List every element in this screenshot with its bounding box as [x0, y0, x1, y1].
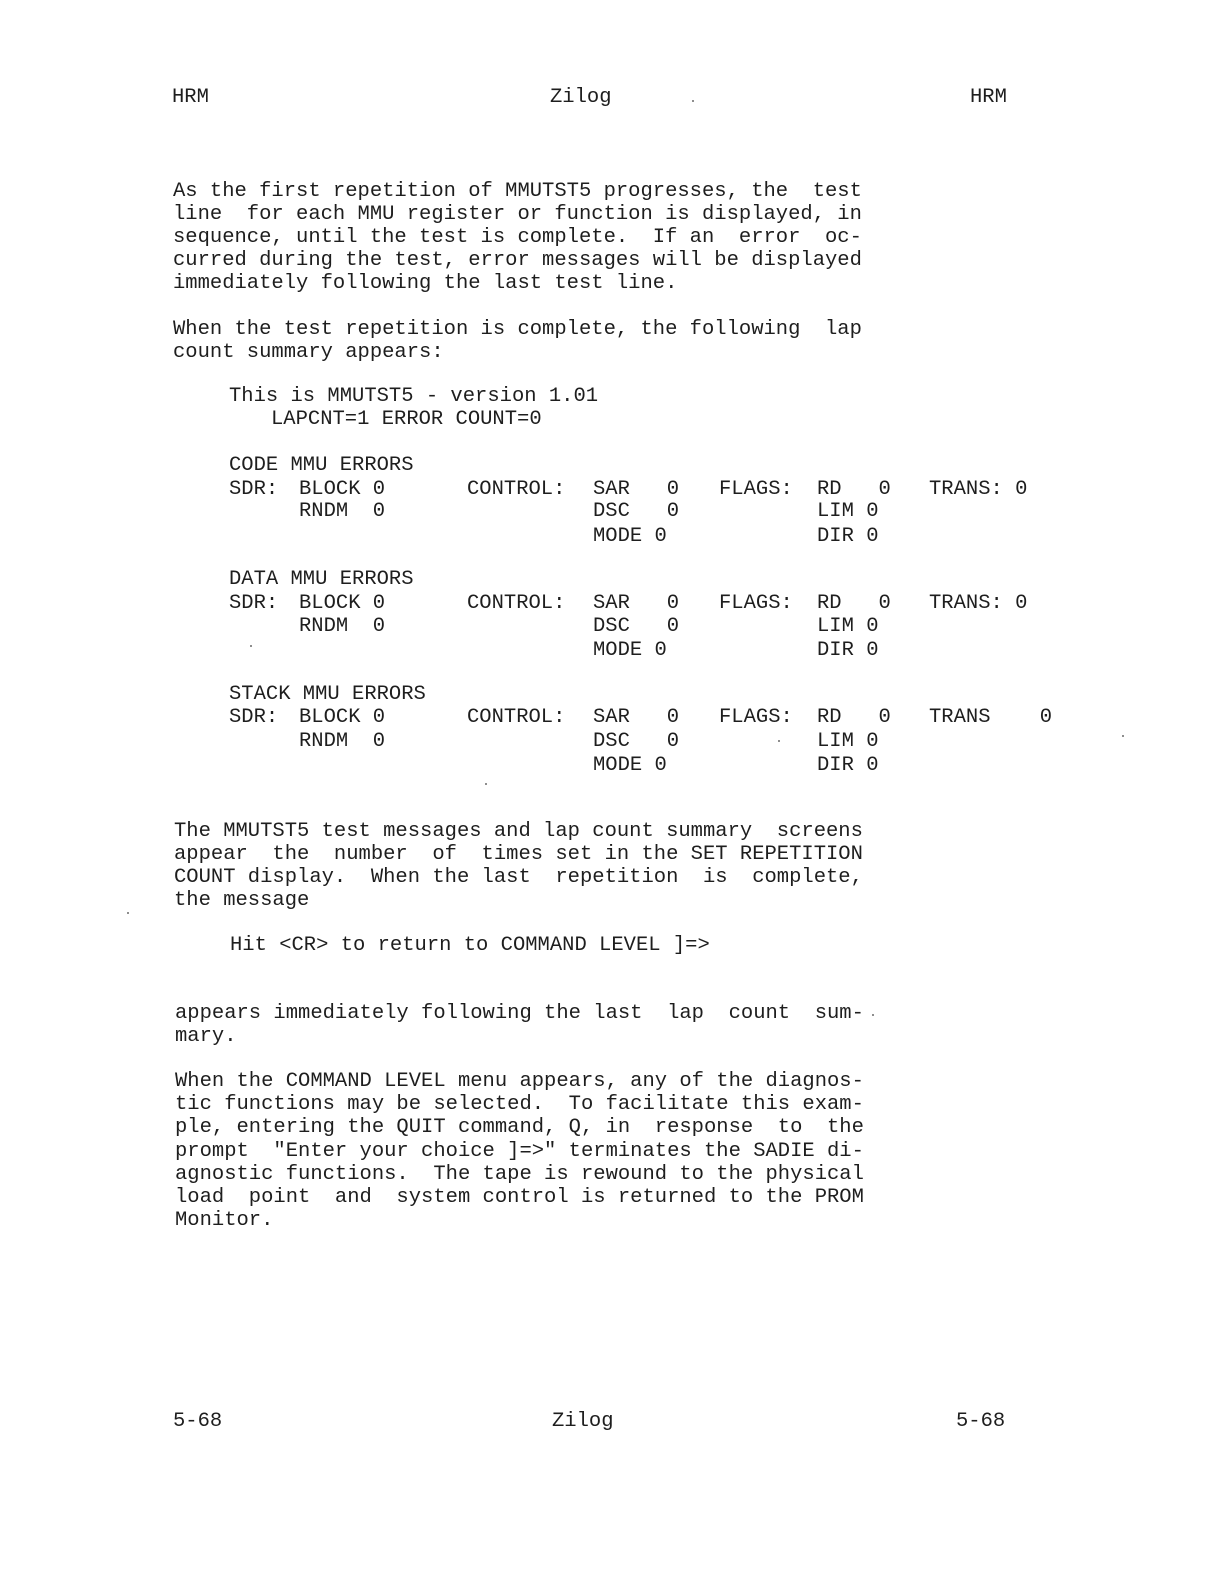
paragraph-line: sequence, until the test is complete. If an error oc-: [173, 226, 862, 249]
flags-label: FLAGS:: [719, 478, 793, 501]
paragraph-line: appears immediately following the last lap count sum-: [175, 1002, 864, 1025]
paragraph-line: curred during the test, error messages will be displayed: [173, 249, 862, 272]
dir-value: DIR 0: [817, 639, 879, 662]
trans-value: TRANS: 0: [929, 478, 1028, 501]
rndm-value: RNDM 0: [299, 730, 386, 753]
paragraph-line: load point and system control is returned to the PROM: [175, 1186, 864, 1209]
paragraph-line: Monitor.: [175, 1209, 274, 1232]
paragraph-line: COUNT display. When the last repetition is complete,: [174, 866, 863, 889]
flags-label: FLAGS:: [719, 592, 793, 615]
paragraph-line: tic functions may be selected. To facilitate this exam-: [175, 1093, 864, 1116]
rndm-value: RNDM 0: [299, 500, 386, 523]
scan-speck: [1122, 735, 1124, 737]
footer-right: 5-68: [956, 1410, 1006, 1433]
scan-speck: [127, 912, 129, 914]
paragraph-line: When the test repetition is complete, the following lap: [173, 318, 862, 341]
trans-value: TRANS 0: [929, 706, 1053, 729]
control-label: CONTROL:: [467, 706, 566, 729]
scan-speck: [778, 740, 780, 742]
control-label: CONTROL:: [467, 592, 566, 615]
paragraph-line: As the first repetition of MMUTST5 progresses, the test: [173, 180, 862, 203]
paragraph-line: mary.: [175, 1025, 237, 1048]
dir-value: DIR 0: [817, 754, 879, 777]
rd-value: RD 0: [817, 706, 891, 729]
screen-title: This is MMUTST5 - version 1.01: [229, 385, 599, 408]
command-prompt-text: Hit <CR> to return to COMMAND LEVEL ]=>: [230, 934, 710, 957]
paragraph-line: count summary appears:: [173, 341, 444, 364]
section-heading: DATA MMU ERRORS: [229, 568, 414, 591]
dsc-value: DSC 0: [593, 615, 680, 638]
footer-left: 5-68: [173, 1410, 223, 1433]
header-left: HRM: [172, 86, 209, 109]
section-heading: CODE MMU ERRORS: [229, 454, 414, 477]
control-label: CONTROL:: [467, 478, 566, 501]
sdr-label: SDR:: [229, 706, 279, 729]
sar-value: SAR 0: [593, 478, 680, 501]
header-center: Zilog: [550, 86, 612, 109]
footer-center: Zilog: [552, 1410, 614, 1433]
scan-speck: [872, 1014, 874, 1016]
block-value: BLOCK 0: [299, 478, 386, 501]
paragraph-line: agnostic functions. The tape is rewound to the physical: [175, 1163, 864, 1186]
scan-speck: [692, 100, 694, 102]
paragraph-line: the message: [174, 889, 310, 912]
header-right: HRM: [970, 86, 1007, 109]
rndm-value: RNDM 0: [299, 615, 386, 638]
mode-value: MODE 0: [593, 525, 667, 548]
paragraph-line: prompt "Enter your choice ]=>" terminates the SADIE di-: [175, 1140, 864, 1163]
paragraph-line: line for each MMU register or function is displayed, in: [173, 203, 862, 226]
paragraph-line: When the COMMAND LEVEL menu appears, any of the diagnos-: [175, 1070, 864, 1093]
sdr-label: SDR:: [229, 592, 279, 615]
block-value: BLOCK 0: [299, 592, 386, 615]
lap-count-line: LAPCNT=1 ERROR COUNT=0: [271, 408, 542, 431]
paragraph-line: immediately following the last test line.: [173, 272, 678, 295]
scan-speck: [250, 645, 252, 647]
sar-value: SAR 0: [593, 706, 680, 729]
dir-value: DIR 0: [817, 525, 879, 548]
mode-value: MODE 0: [593, 639, 667, 662]
mode-value: MODE 0: [593, 754, 667, 777]
block-value: BLOCK 0: [299, 706, 386, 729]
rd-value: RD 0: [817, 478, 891, 501]
sar-value: SAR 0: [593, 592, 680, 615]
scan-speck: [485, 783, 487, 785]
section-heading: STACK MMU ERRORS: [229, 683, 426, 706]
lim-value: LIM 0: [817, 615, 879, 638]
lim-value: LIM 0: [817, 500, 879, 523]
dsc-value: DSC 0: [593, 730, 680, 753]
paragraph-line: The MMUTST5 test messages and lap count summary screens: [174, 820, 863, 843]
trans-value: TRANS: 0: [929, 592, 1028, 615]
sdr-label: SDR:: [229, 478, 279, 501]
flags-label: FLAGS:: [719, 706, 793, 729]
rd-value: RD 0: [817, 592, 891, 615]
paragraph-line: ple, entering the QUIT command, Q, in response to the: [175, 1116, 864, 1139]
paragraph-line: appear the number of times set in the SET REPETITION: [174, 843, 863, 866]
lim-value: LIM 0: [817, 730, 879, 753]
dsc-value: DSC 0: [593, 500, 680, 523]
